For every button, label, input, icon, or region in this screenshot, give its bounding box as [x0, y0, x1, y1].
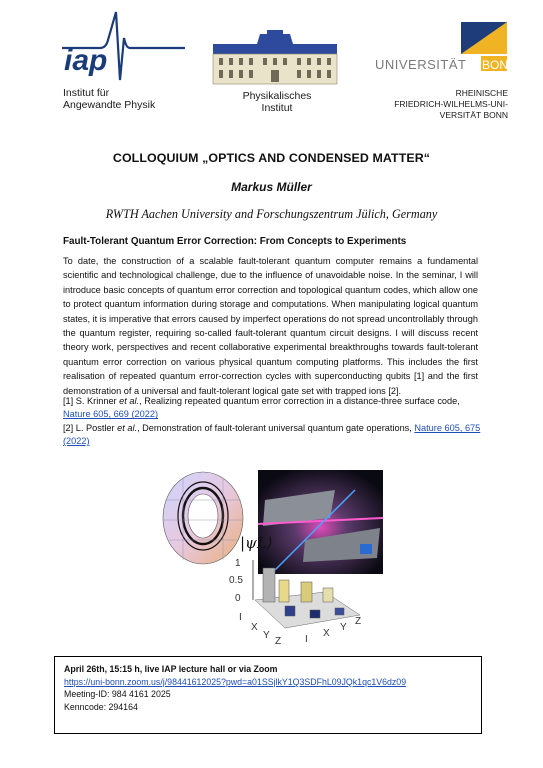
iap-line2: Angewandte Physik [63, 99, 156, 111]
reference-1-title: , Realizing repeated quantum error correction in a distance-three surface code, [139, 396, 460, 406]
svg-text:BONN: BONN [482, 58, 517, 72]
svg-text:UNIVERSITÄT: UNIVERSITÄT [375, 57, 467, 72]
reference-2 [63, 422, 483, 449]
references [63, 395, 483, 449]
figure-svg [155, 470, 385, 645]
svg-text:iap: iap [64, 44, 108, 77]
reference-1-etal: et al. [119, 396, 140, 406]
talk-title: Fault-Tolerant Quantum Error Correction: From Concepts to Experiments [63, 236, 407, 247]
physik-line2: Institut [261, 102, 293, 114]
svg-text:Z: Z [355, 616, 362, 627]
svg-text:|ψL⟩: |ψL⟩ [240, 534, 273, 552]
svg-text:I: I [239, 612, 242, 623]
speaker-affiliation: RWTH Aachen University and Forschungszentrum Jülich, Germany [105, 207, 438, 221]
building-icon [205, 30, 345, 90]
reference-2-link[interactable]: Nature 605, 675 (2022) [63, 422, 481, 447]
kenncode: Kenncode: 294164 [64, 701, 138, 712]
bonn-sub-line1: RHEINISCHE [455, 88, 508, 98]
physik-institute-name [232, 90, 322, 114]
svg-text:I: I [305, 634, 308, 645]
reference-2-etal: et al. [117, 422, 138, 433]
svg-text:0.5: 0.5 [229, 575, 243, 586]
event-info-box [54, 656, 482, 734]
torus-code-image [163, 472, 243, 564]
iap-line1: Institut für [63, 87, 110, 99]
svg-text:1: 1 [235, 558, 241, 569]
svg-text:0: 0 [235, 593, 241, 604]
meeting-id: Meeting-ID: 984 4161 2025 [64, 689, 171, 700]
svg-text:X: X [251, 622, 258, 633]
event-datetime: April 26th, 15:15 h, live IAP lecture hall or via Zoom [64, 664, 278, 674]
iap-wave-icon [60, 10, 190, 90]
reference-1-link[interactable]: Nature 605, 669 (2022) [63, 409, 159, 420]
abstract-text: To date, the construction of a scalable fault-tolerant quantum computer remains a fundamental scientific and technological challenge, due to the influence of unavoidable noise. In the seminar, I will introduce basic concepts of quantum error correction and topological quantum codes, which allow one to protect quantum information during storage and computations. When manipulating logical quantum states, it is imperative that errors caused by imperfect operations do not spread uncontrollably through the quantum register, requiring so-called fault-tolerant quantum circuit designs. I will discuss recent theory work, perspectives and recent collaborative experimental breakthroughs towards fault-tolerant quantum error correction on various physical quantum computing platforms. This includes the first realisation of repeated quantum error-correction cycles with superconducting qubits [1] and the first demonstration of a universal and fault-tolerant logical gate set with trapped ions [2]. [63, 256, 478, 396]
bonn-sub-line2: FRIEDRICH-WILHELMS-UNI- [394, 99, 508, 109]
svg-text:Y: Y [340, 622, 347, 633]
reference-1-author: [1] S. Krinner [63, 396, 120, 406]
bonn-sub-line3: VERSITÄT BONN [439, 110, 508, 120]
reference-1 [63, 395, 483, 422]
svg-text:X: X [323, 628, 330, 639]
uni-bonn-mark-icon [375, 14, 525, 84]
reference-2-author: [2] L. Postler [63, 422, 118, 433]
svg-text:Z: Z [275, 636, 282, 645]
physik-line1: Physikalisches [242, 90, 312, 102]
uni-bonn-logo [375, 14, 525, 84]
ion-trap-image [258, 470, 383, 574]
colloquium-title: COLLOQUIUM „OPTICS AND CONDENSED MATTER“ [112, 151, 431, 165]
reference-2-title: , Demonstration of fault-tolerant universal quantum gate operations, [137, 422, 415, 433]
figure-collage [155, 470, 385, 645]
zoom-link[interactable]: https://uni-bonn.zoom.us/j/98441612025?pwd=a01SSjlkY1Q3SDFhL09JQk1qc1V6dz09 [64, 676, 407, 687]
svg-text:Y: Y [263, 630, 270, 641]
uni-bonn-fullname [380, 88, 508, 121]
iap-institute-name [63, 87, 155, 111]
speaker-name: Markus Müller [231, 180, 312, 194]
